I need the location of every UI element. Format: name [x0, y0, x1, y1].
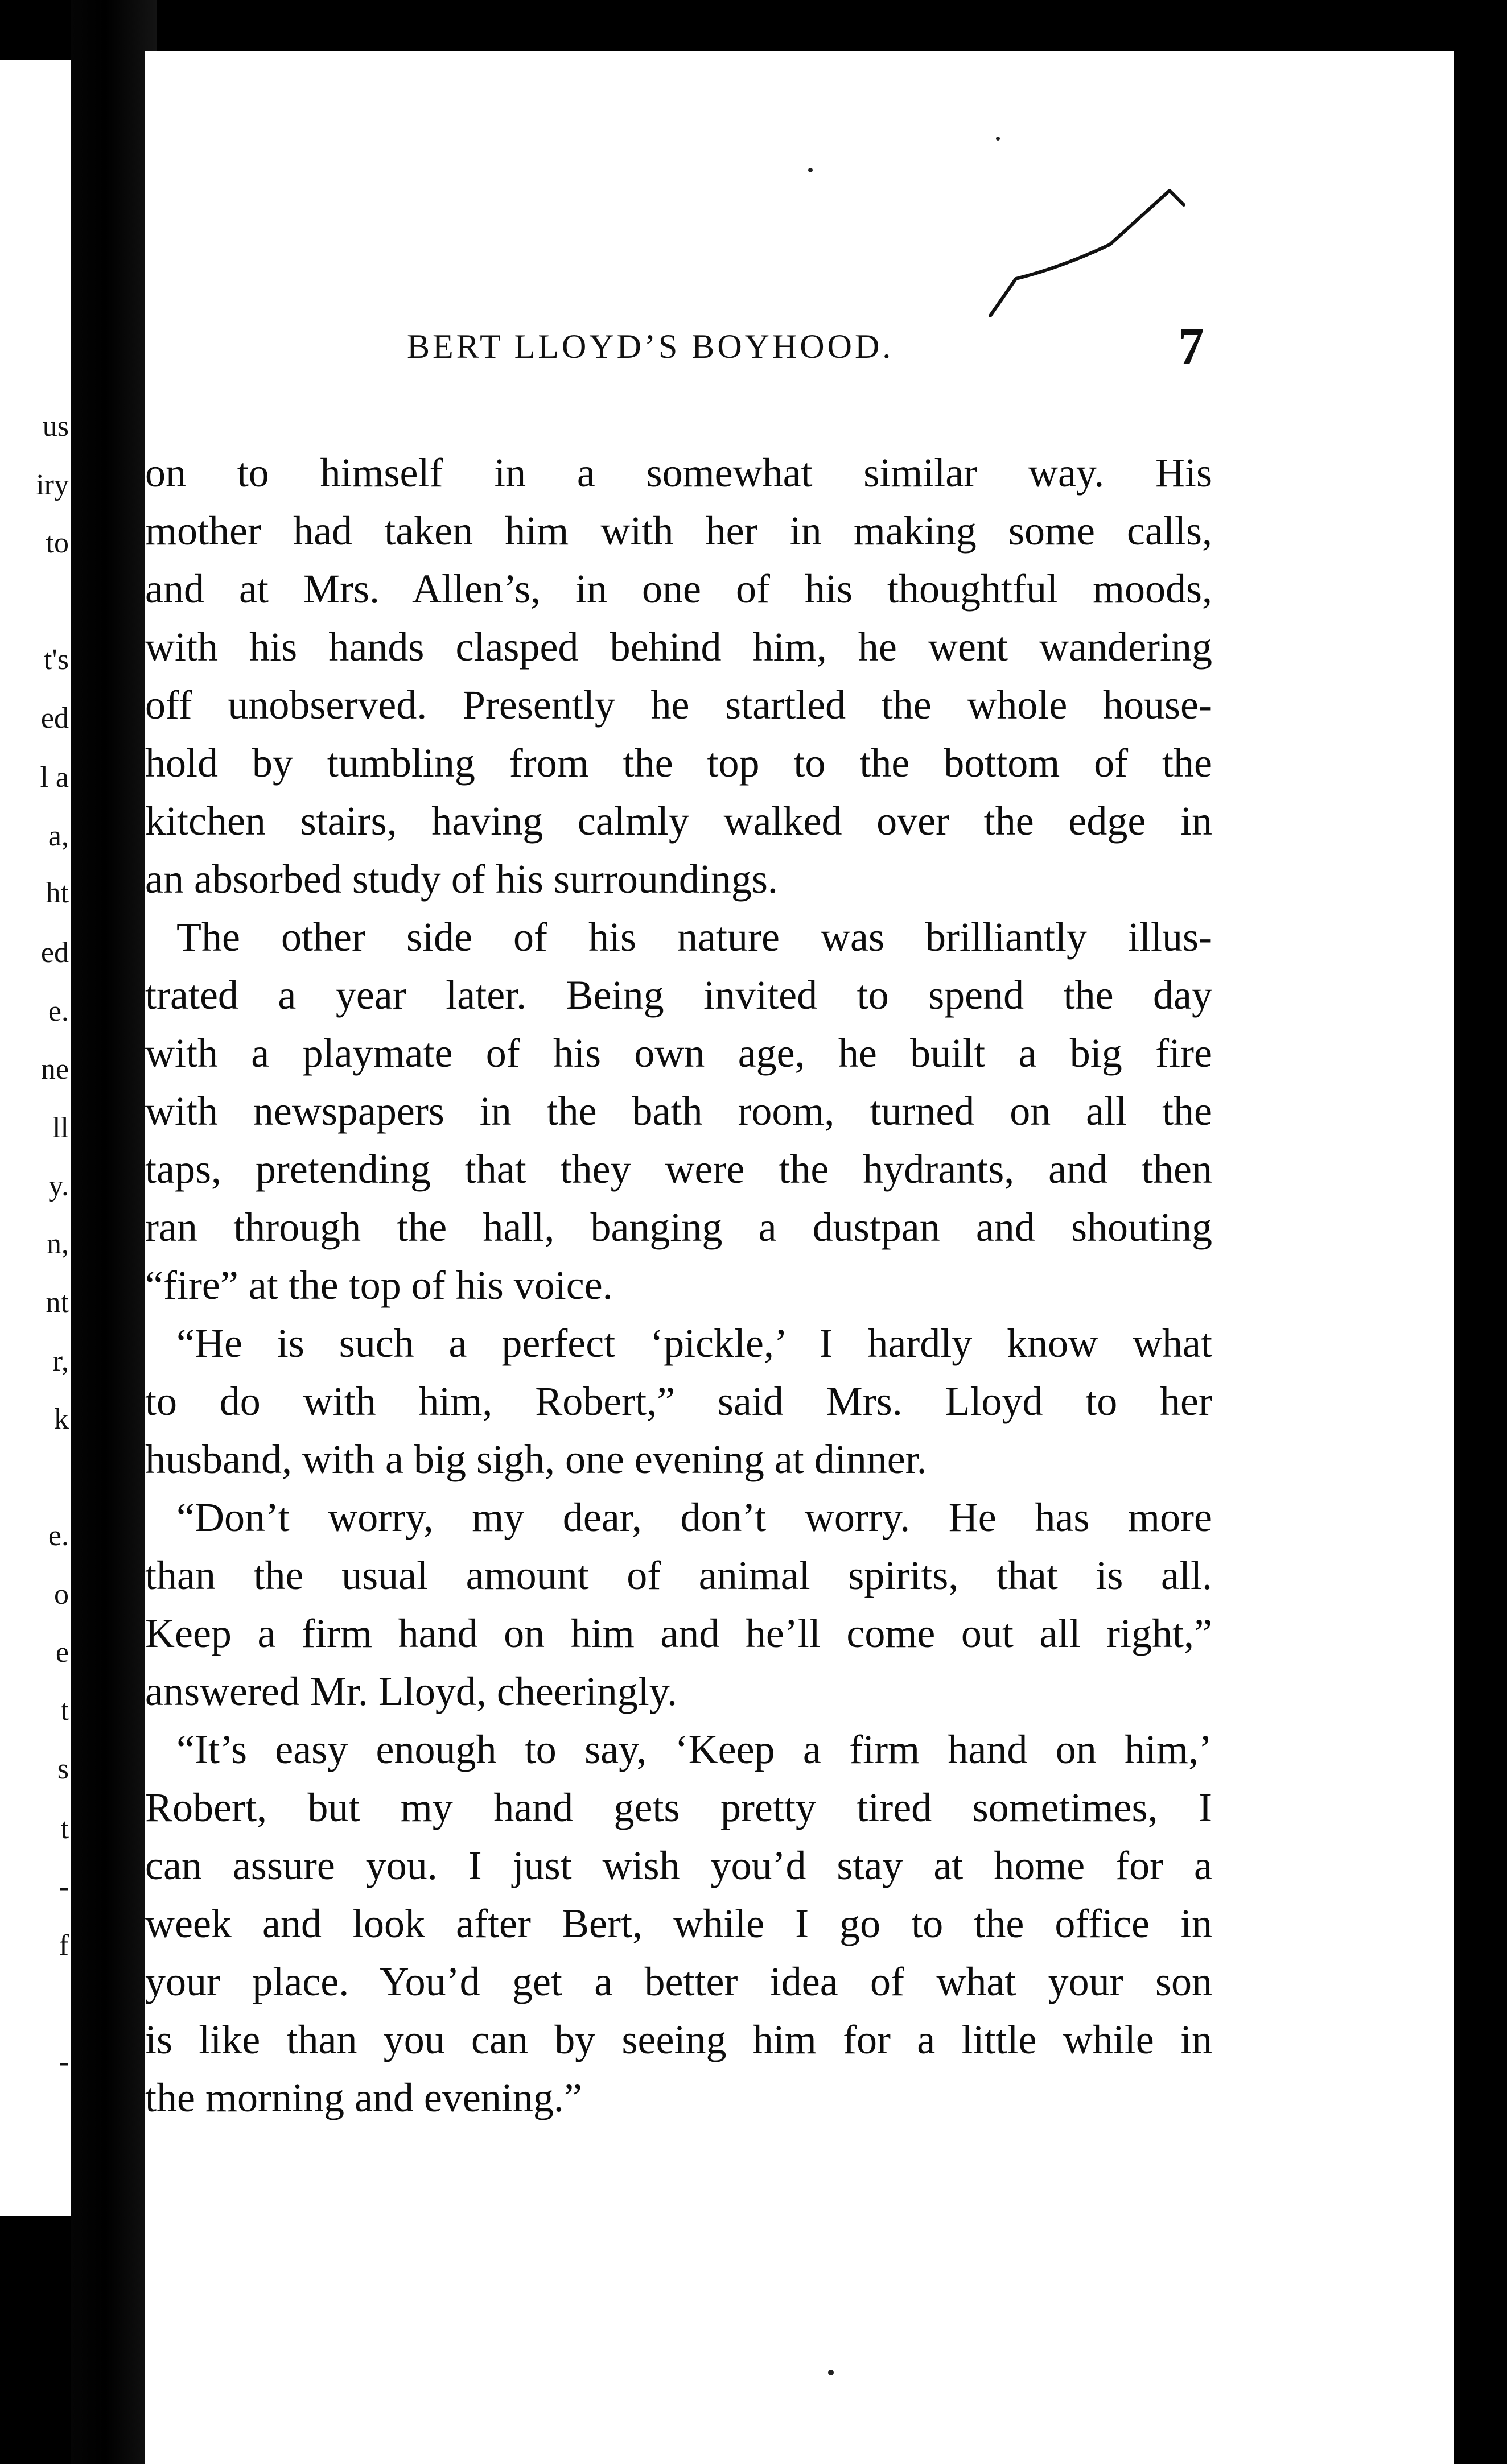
text-line: an absorbed study of his surroundings. — [145, 856, 778, 902]
prev-fragment-line: - — [59, 2046, 69, 2078]
text-line: week and look after Bert, while I go to the office in — [145, 1901, 1212, 1946]
prev-fragment-line: t — [60, 1813, 69, 1845]
text-line: off unobserved. Presently he startled the whole house- — [145, 682, 1212, 728]
text-line: Keep a firm hand on him and he’ll come out all right,” — [145, 1611, 1212, 1656]
text-line: is like than you can by seeing him for a little while in — [145, 2017, 1212, 2062]
page-number: 7 — [1178, 317, 1204, 375]
running-title: BERT LLOYD’S BOYHOOD. — [407, 328, 894, 365]
prev-fragment-line: ne — [40, 1053, 69, 1086]
text-line: trated a year later. Being invited to spend the day — [145, 972, 1212, 1018]
print-speck — [996, 137, 1000, 141]
previous-page-fragment — [0, 60, 71, 2216]
running-head — [145, 316, 1454, 384]
prev-fragment-line: e. — [48, 995, 69, 1027]
prev-fragment-line: ed — [40, 702, 69, 734]
text-line: The other side of his nature was brilliantly illus- — [176, 914, 1212, 960]
text-line: husband, with a big sigh, one evening at dinner. — [145, 1437, 927, 1482]
prev-fragment-line: t — [60, 1694, 69, 1727]
text-line: can assure you. I just wish you’d stay at home for a — [145, 1843, 1212, 1888]
prev-fragment-line: o — [54, 1578, 69, 1611]
prev-fragment-line: r, — [52, 1345, 69, 1377]
text-line: “It’s easy enough to say, ‘Keep a firm hand on him,’ — [176, 1727, 1212, 1772]
prev-fragment-line: s — [57, 1753, 69, 1785]
text-line: on to himself in a somewhat similar way. His — [145, 450, 1212, 496]
prev-fragment-line: n, — [47, 1228, 69, 1260]
prev-fragment-line: - — [59, 1871, 69, 1903]
text-line: “Don’t worry, my dear, don’t worry. He has more — [176, 1495, 1212, 1540]
prev-fragment-line: e — [55, 1636, 69, 1669]
text-line: mother had taken him with her in making some calls, — [145, 508, 1212, 554]
prev-fragment-line: t's — [43, 643, 69, 676]
print-speck — [828, 2370, 834, 2375]
prev-fragment-line: f — [59, 1929, 69, 1962]
prev-fragment-line: y. — [48, 1170, 69, 1202]
prev-fragment-line: k — [54, 1403, 69, 1435]
prev-fragment-line: us — [42, 410, 69, 443]
text-line: with a playmate of his own age, he built a big fire — [145, 1030, 1212, 1076]
text-line: ran through the hall, banging a dustpan and shouting — [145, 1204, 1212, 1250]
prev-fragment-line: l a — [40, 761, 69, 794]
prev-fragment-line: nt — [46, 1286, 69, 1319]
pencil-mark-icon — [982, 182, 1209, 319]
prev-fragment-line: e. — [48, 1520, 69, 1552]
text-line: than the usual amount of animal spirits, that is all. — [145, 1553, 1212, 1598]
prev-fragment-line: a, — [48, 820, 69, 852]
binding-gutter-shadow — [71, 0, 157, 2464]
text-line: kitchen stairs, having calmly walked over the edge in — [145, 798, 1212, 844]
text-line: your place. You’d get a better idea of what your son — [145, 1959, 1212, 2004]
prev-fragment-line: ht — [46, 877, 69, 909]
text-line: with his hands clasped behind him, he went wandering — [145, 624, 1212, 670]
text-line: “He is such a perfect ‘pickle,’ I hardly know what — [176, 1320, 1212, 1366]
prev-fragment-line: ll — [52, 1112, 69, 1144]
book-page — [145, 51, 1454, 2464]
text-line: with newspapers in the bath room, turned on all the — [145, 1088, 1212, 1134]
text-line: and at Mrs. Allen’s, in one of his thoughtful moods, — [145, 566, 1212, 612]
text-line: hold by tumbling from the top to the bottom of the — [145, 740, 1212, 786]
text-line: answered Mr. Lloyd, cheeringly. — [145, 1669, 678, 1714]
text-line: “fire” at the top of his voice. — [145, 1262, 613, 1308]
text-line: the morning and evening.” — [145, 2075, 582, 2120]
prev-fragment-line: to — [46, 527, 69, 559]
prev-fragment-line: iry — [36, 469, 69, 501]
text-line: Robert, but my hand gets pretty tired sometimes, I — [145, 1785, 1212, 1830]
text-line: to do with him, Robert,” said Mrs. Lloyd to her — [145, 1378, 1212, 1424]
print-speck — [808, 168, 813, 172]
text-line: taps, pretending that they were the hydrants, and then — [145, 1146, 1212, 1192]
prev-fragment-line: ed — [40, 936, 69, 969]
